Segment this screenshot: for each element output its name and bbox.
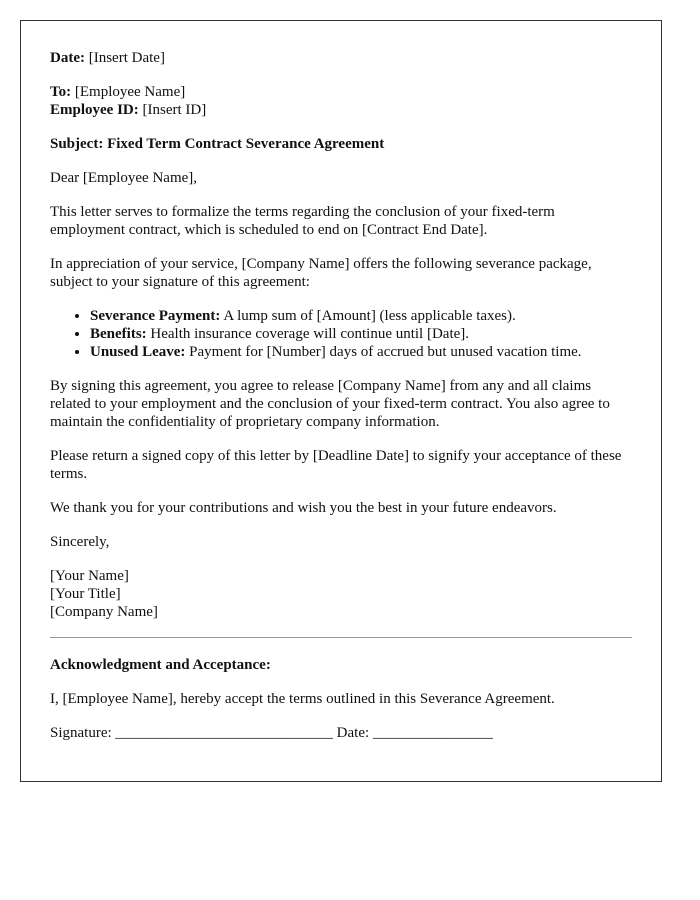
paragraph-return: Please return a signed copy of this letter by [Deadline Date] to signify your acceptance of these terms. [50,448,622,482]
recipient-block: To: [Employee Name] Employee ID: [Insert ID] [50,84,207,118]
letter [20,20,662,782]
list-item: • Severance Payment: A lump sum of [Amount] (less applicable taxes). [90,307,632,325]
severance-list [50,307,632,361]
sender-block: [Your Name] [Your Title] [Company Name] [50,568,158,620]
paragraph-thanks: We thank you for your contributions and wish you the best in your future endeavors. [50,500,557,516]
signature-row: Signature: _____________________________ Date: ________________ [50,725,493,741]
signature-field[interactable]: _____________________________ [115,725,333,741]
closing: Sincerely, [50,534,110,550]
salutation: Dear [Employee Name], [50,170,198,186]
subject: Subject: Fixed Term Contract Severance Agreement [50,136,385,152]
paragraph-intro: This letter serves to formalize the terms regarding the conclusion of your fixed-term employment contract, which is scheduled to end on [Contract End Date]. [50,204,555,238]
date-line: Date: [Insert Date] [50,50,165,66]
list-item: • Unused Leave: Payment for [Number] days of accrued but unused vacation time. [90,343,632,361]
acknowledgment-heading: Acknowledgment and Acceptance: [50,657,271,673]
acknowledgment-statement: I, [Employee Name], hereby accept the terms outlined in this Severance Agreement. [50,691,555,707]
paragraph-release: By signing this agreement, you agree to release [Company Name] from any and all claims related to your employment and the conclusion of your fixed-term contract. You also agree to maintain the confidentiality of proprietary company information. [50,378,610,430]
paragraph-package: In appreciation of your service, [Company Name] offers the following severance package, subject to your signature of this agreement: [50,256,592,290]
list-item: • Benefits: Health insurance coverage will continue until [Date]. [90,325,632,343]
date-field[interactable]: ________________ [372,725,493,741]
divider [50,637,632,638]
